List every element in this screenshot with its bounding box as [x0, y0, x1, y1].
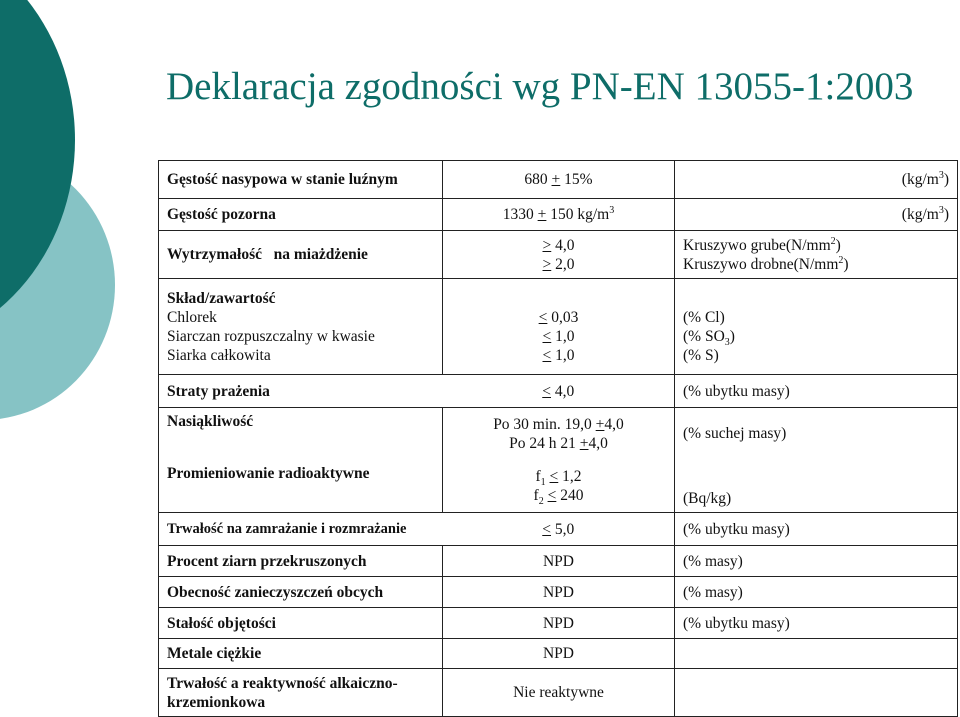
unit-cell: (% Cl) (% $SO_3$) (% S)	[675, 279, 958, 375]
table-row	[159, 161, 958, 199]
table-row	[159, 669, 958, 717]
value-cell: < 0,03 < 1,0 < 1,0	[443, 279, 675, 375]
value-cell: > 4,0 > 2,0	[443, 231, 675, 279]
property-cell: Nasiąkliwość	[159, 408, 443, 460]
table-row	[159, 546, 958, 577]
unit-cell: (% suchej masy)	[675, 408, 958, 460]
declaration-table	[158, 160, 958, 717]
property-cell: Gęstość pozorna	[159, 199, 443, 231]
table-row	[159, 231, 958, 279]
value-cell: 680 + 15%	[443, 161, 675, 199]
table-row	[159, 460, 958, 513]
value-cell: < 4,0	[443, 375, 675, 408]
table-row	[159, 199, 958, 231]
unit-cell	[675, 639, 958, 669]
table-row	[159, 577, 958, 608]
property-cell: Gęstość nasypowa w stanie luźnym	[159, 161, 443, 199]
value-cell: NPD	[443, 608, 675, 639]
table-row	[159, 639, 958, 669]
unit-cell: (% ubytku masy)	[675, 513, 958, 546]
property-cell: Obecność zanieczyszczeń obcych	[159, 577, 443, 608]
unit-cell: $(kg/m^3)$	[675, 161, 958, 199]
unit-cell	[675, 669, 958, 717]
table-row	[159, 279, 958, 375]
table-row	[159, 375, 958, 408]
property-cell: Wytrzymałość na miażdżenie	[159, 231, 443, 279]
value-cell: < 5,0	[443, 513, 675, 546]
page-title: Deklaracja zgodności wg PN-EN 13055-1:2003	[166, 65, 914, 108]
unit-cell: (% masy)	[675, 546, 958, 577]
value-cell: Nie reaktywne	[443, 669, 675, 717]
unit-cell: (% ubytku masy)	[675, 375, 958, 408]
table-row	[159, 513, 958, 546]
property-cell: Trwałość na zamrażanie i rozmrażanie	[159, 513, 443, 546]
value-cell: 1330 + 150 $kg/m^3$	[443, 199, 675, 231]
value-cell: NPD	[443, 546, 675, 577]
property-cell: Straty prażenia	[159, 375, 443, 408]
table-row	[159, 608, 958, 639]
property-cell: Trwałość a reaktywność alkaiczno- krzemionkowa	[159, 669, 443, 717]
value-cell: NPD	[443, 639, 675, 669]
table-row	[159, 408, 958, 460]
value-cell: NPD	[443, 577, 675, 608]
unit-cell: $(kg/m^3)$	[675, 199, 958, 231]
unit-cell: (% masy)	[675, 577, 958, 608]
unit-cell: Kruszywo $grube(N/mm^2)$ Kruszywo $drobne(N/mm^2)$	[675, 231, 958, 279]
property-cell: Stałość objętości	[159, 608, 443, 639]
property-cell: Promieniowanie radioaktywne	[159, 460, 443, 513]
unit-cell: (Bq/kg)	[675, 460, 958, 513]
property-cell: Skład/zawartość Chlorek Siarczan rozpuszczalny w kwasie Siarka całkowita	[159, 279, 443, 375]
value-cell: Po 30 min. 19,0 +4,0 Po 24 h 21 +4,0	[443, 408, 675, 460]
property-cell: Metale ciężkie	[159, 639, 443, 669]
value-cell: $f_1 < 1,2$ $f_2 < 240$	[443, 460, 675, 513]
property-cell: Procent ziarn przekruszonych	[159, 546, 443, 577]
unit-cell: (% ubytku masy)	[675, 608, 958, 639]
